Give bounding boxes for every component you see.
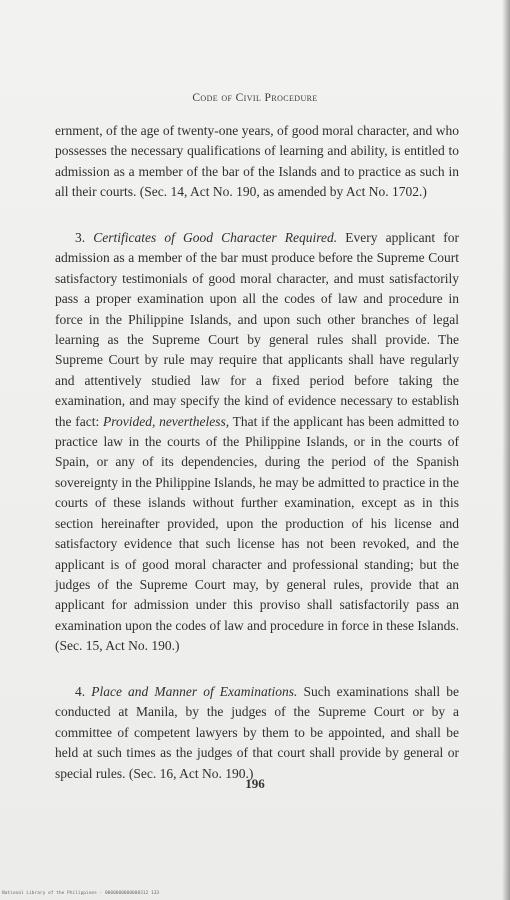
page-number: 196 [245,776,265,791]
paragraph-continuation [55,121,459,203]
section-text-continued: That if the applicant has been admitted to practice law in the courts of the Philippine Islands, or in the courts of Spain, or any of its dependencies, during the period of the Spanish sovereignty in the Philippine Islands, he may be admitted to practice in the courts of these islands without further examination, except as in this section hereinafter provided, upon the production of his license and satisfactory evidence that such license has not been revoked, and the applicant is of good moral character and professional standing; but the judges of the Supreme Court may, by general rules, provide that an applicant for admission under this proviso shall satisfactorily pass an examination upon the codes of law and procedure in force in these Islands. (Sec. 15, Act No. 190.) [55,413,459,654]
section-text: Such examinations shall be conducted at Manila, by the judges of the Supreme Court or by a committee of competent lawyers by them to be appointed, and shall be held at such times as the judges of that court shall provide by general or special rules. (Sec. 16, Act No. 190.) [55,684,460,781]
running-header: Code of Civil Procedure [192,92,318,104]
section-text: Every applicant for admission as a member of the bar must produce before the Supreme Court satisfactory testimonials of good moral character, and must satisfactorily pass a proper examination upon all the codes of law and procedure in force in the Philippine Islands, and upon such other branches of legal learning as the Supreme Court by general rules shall provide. The Supreme Court by rule may require that applicants shall have regularly and attentively studied law for a fixed period before taking the examination, and may specify the kind of evidence necessary to establish the fact: [55,230,460,429]
proviso-phrase: Provided, nevertheless, [102,413,230,429]
section-3-paragraph [55,228,459,657]
section-number: 4. [75,684,86,699]
section-heading: Certificates of Good Character Required. [93,230,338,245]
library-stamp: National Library of the Philippines · 0000000000000312 133 [2,891,160,896]
paragraph-text: ernment, of the age of twenty-one years, of good moral character, and who possesses the necessary qualifications of learning and ability, is entitled to admission as a member of the bar of the Islands and to practice as such in all their courts. (Sec. 14, Act No. 190, as amended by Act No. 1702.) [55,123,459,200]
section-number: 3. [75,230,86,245]
section-heading: Place and Manner of Examinations. [91,684,298,699]
section-4-paragraph [55,682,459,784]
page-edge-shadow [502,0,510,900]
